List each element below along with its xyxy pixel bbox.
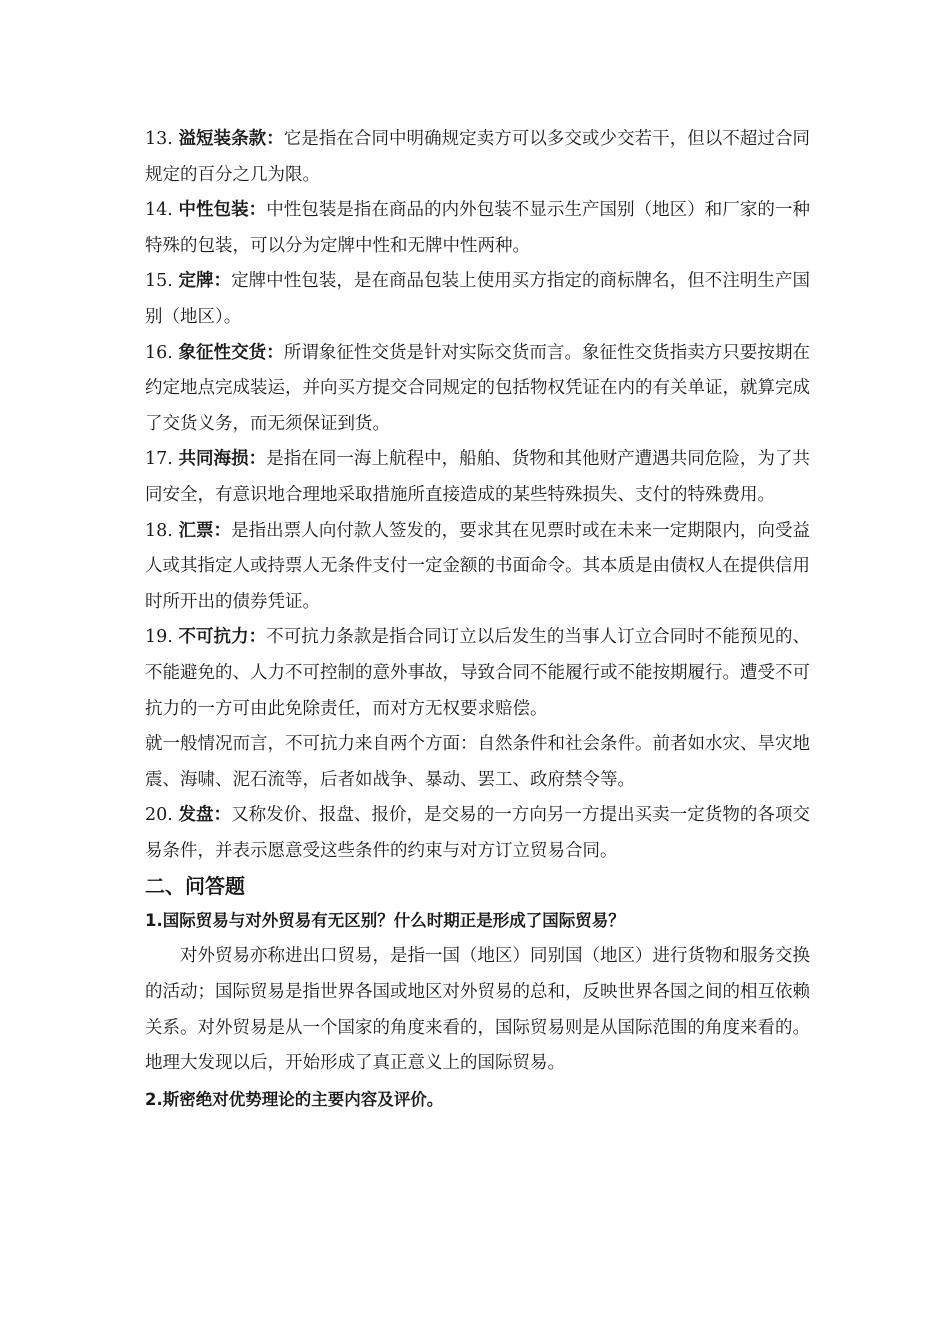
term-title: 共同海损 (178, 449, 249, 470)
term-number: 19. (145, 627, 179, 648)
question-2-title: 2.斯密绝对优势理论的主要内容及评价。 (145, 1089, 444, 1109)
term-number: 16. (145, 342, 179, 363)
term-colon: ： (213, 520, 232, 541)
term-title: 汇票 (178, 520, 214, 541)
term-colon: ： (266, 129, 284, 149)
force-majeure-note-line-2: 震、海啸、泥石流等，后者如战争、暴动、罢工、政府禁令等。 (145, 769, 635, 790)
term-number: 14. (145, 200, 179, 221)
term-colon: ： (248, 627, 267, 648)
term-number: 15. (145, 271, 179, 292)
document-content (145, 122, 810, 1118)
term-colon: ： (248, 449, 267, 470)
term-definition: 不可抗力条款是指合同订立以后发生的当事人订立合同时不能预见的、不能避免的、人力不可控制的意外事故，导致合同不能履行或不能按期履行。遭受不可抗力的一方可由此免除责任，而对方无权要求赔偿。 (145, 627, 811, 719)
term-definition: 所谓象征性交货是针对实际交货而言。象征性交货指卖方只要按期在约定地点完成装运，并向买方提交合同规定的包括物权凭证在内的有关单证，就算完成了交货义务，而无须保证到货。 (145, 342, 811, 434)
term-19 (145, 620, 810, 727)
term-18 (145, 514, 810, 621)
term-number: 18. (145, 520, 179, 541)
term-15 (145, 264, 810, 335)
term-number: 13. (145, 129, 179, 149)
term-colon: ： (248, 200, 267, 221)
term-definition: 它是指在合同中明确规定卖方可以多交或少交若干，但以不超过合同规定的百分之几为限。 (145, 129, 811, 185)
term-colon: ： (213, 271, 232, 292)
question-1-answer: 对外贸易亦称进出口贸易，是指一国（地区）同别国（地区）进行货物和服务交换的活动；国际贸易是指世界各国或地区对外贸易的总和，反映世界各国之间的相互依赖关系。对外贸易是从一个国家的角度来看的，国际贸易则是从国际范围的角度来看的。地理大发现以后，开始形成了真正意义上的国际贸易。 (145, 946, 810, 1074)
term-title: 溢短装条款 (178, 129, 267, 149)
term-title: 象征性交货 (178, 342, 267, 363)
term-number: 20. (145, 805, 179, 826)
term-16 (145, 336, 810, 443)
question-1-title: 1.国际贸易与对外贸易有无区别？什么时期正是形成了国际贸易？ (145, 911, 625, 931)
term-title: 定牌 (178, 271, 214, 292)
term-14 (145, 193, 810, 264)
term-number: 17. (145, 449, 179, 470)
term-13 (145, 122, 810, 193)
term-title: 中性包装 (178, 200, 249, 221)
term-colon: ： (266, 342, 284, 363)
section-heading: 二、问答题 (145, 874, 245, 899)
term-20 (145, 798, 810, 869)
term-title: 不可抗力 (178, 627, 249, 648)
term-definition: 定牌中性包装，是在商品包装上使用买方指定的商标牌名，但不注明生产国别（地区）。 (145, 271, 811, 327)
term-definition: 又称发价、报盘、报价，是交易的一方向另一方提出买卖一定货物的各项交易条件，并表示愿意受这些条件的约束与对方订立贸易合同。 (145, 805, 811, 861)
term-definition: 是指在同一海上航程中，船舶、货物和其他财产遭遇共同危险，为了共同安全，有意识地合理地采取措施所直接造成的某些特殊损失、支付的特殊费用。 (145, 449, 811, 505)
term-17 (145, 442, 810, 513)
term-definition: 中性包装是指在商品的内外包装不显示生产国别（地区）和厂家的一种特殊的包装，可以分为定牌中性和无牌中性两种。 (145, 200, 811, 256)
term-colon: ： (213, 805, 232, 826)
term-title: 发盘 (178, 805, 214, 826)
force-majeure-note-line-1: 就一般情况而言，不可抗力来自两个方面：自然条件和社会条件。前者如水灾、旱灾地 (145, 734, 810, 755)
term-definition: 是指出票人向付款人签发的，要求其在见票时或在未来一定期限内，向受益人或其指定人或持票人无条件支付一定金额的书面命令。其本质是由债权人在提供信用时所开出的债券凭证。 (145, 520, 811, 612)
